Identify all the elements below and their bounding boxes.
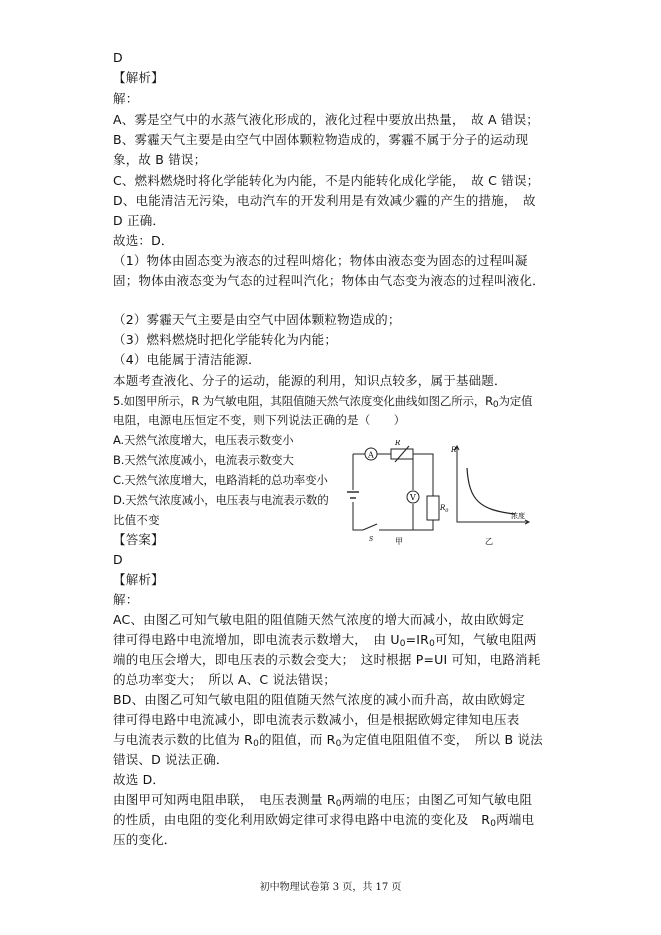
graph-x-label: 浓度 — [511, 512, 525, 520]
q5-analysis-label: 【解析】 — [113, 572, 164, 587]
q5-bd-line: 错误、D 说法正确． — [113, 752, 229, 767]
voltmeter-icon — [407, 491, 419, 503]
q5-option-a: A.天然气浓度增大，电压表示数变小 — [113, 433, 294, 447]
q5-answer: D — [113, 552, 123, 567]
q5-summary-line: 由图甲可知两电阻串联， 电压表测量 $R_0$两端的电压；由图乙可知气敏电阻 — [113, 792, 533, 809]
q4-line: B、雾霾天气主要是由空气中固体颗粒物造成的，雾霾不属于分子的运动现 — [113, 132, 529, 147]
q5-option-b: B.天然气浓度减小，电流表示数变大 — [113, 453, 294, 467]
q5-choice: 故选 D． — [113, 772, 166, 787]
q4-analysis-label: 【解析】 — [113, 70, 164, 85]
q5-stem-line1: 5.如图甲所示，R 为气敏电阻，其阻值随天然气浓度变化曲线如图乙所示，$R_0$为定值 — [113, 394, 533, 410]
q4-line: C、燃料燃烧时将化学能转化为内能，不是内能转化成化学能， 故 C 错误； — [113, 173, 540, 188]
svg-text:V: V — [410, 493, 416, 502]
q5-option-c: C.天然气浓度增大，电路消耗的总功率变小 — [113, 473, 328, 487]
q4-line: D 正确． — [113, 213, 166, 228]
q4-line: 故选：D． — [113, 233, 174, 248]
page-footer: 初中物理试卷第 3 页，共 17 页 — [259, 882, 402, 893]
q4-line: 本题考查液化、分子的运动，能源的利用，知识点较多，属于基础题． — [113, 373, 507, 388]
q5-bd-line: 律可得电路中电流减小，即电流表示数减小，但是根据欧姆定律知电压表 — [113, 712, 520, 727]
q4-line: D、电能清洁无污染，电动汽车的开发利用是有效减少霾的产生的措施， 故 — [113, 193, 536, 208]
q5-ac-line: AC、由图乙可知气敏电阻的阻值随天然气浓度的增大而减小，故由欧姆定 — [113, 612, 525, 627]
q4-line: （1）物体由固态变为液态的过程叫熔化；物体由液态变为固态的过程叫凝 — [113, 253, 528, 268]
q5-ac-line: 端的电压会增大，即电压表的示数会变大； 这时根据 P=UI 可知，电路消耗 — [113, 652, 541, 667]
q5-jie: 解： — [113, 592, 139, 607]
label-s: S — [369, 536, 374, 543]
label-r0: $R_0$ — [440, 504, 449, 514]
q5-bd-line: BD、由图乙可知气敏电阻的阻值随天然气浓度的减小而升高，故由欧姆定 — [113, 692, 526, 707]
q5-summary-line: 的性质，由电阻的变化利用欧姆定律可求得电路中电流的变化及 $R_0$两端电 — [113, 812, 535, 829]
q4-line: 固；物体由液态变为气态的过程叫汽化；物体由气态变为液态的过程叫液化． — [113, 273, 545, 288]
q5-option-d-cont: 比值不变 — [113, 513, 160, 527]
q4-line: 象，故 B 错误； — [113, 152, 207, 167]
q5-bd-line: 与电流表示数的比值为 $R_0$的阻值，而 $R_0$为定值电阻阻值不变， 所以 B 说法 — [113, 732, 543, 749]
q5-stem-line2: 电阻，电源电压恒定不变，则下列说法正确的是（ ） — [113, 413, 406, 427]
q5-ac-line: 的总功率变大； 所以 A、C 说法错误； — [113, 672, 336, 687]
q4-line: （4）电能属于清洁能源． — [113, 352, 261, 367]
q4-line: （3）燃料燃烧时把化学能转化为内能； — [113, 332, 338, 347]
label-r: R — [395, 440, 401, 447]
q4-line: （2）雾霾天气主要是由空气中固体颗粒物造成的； — [113, 312, 401, 327]
caption-yi: 乙 — [485, 537, 493, 546]
q4-answer: D — [113, 50, 123, 65]
q5-option-d: D.天然气浓度减小，电压表与电流表示数的 — [113, 493, 329, 507]
q4-jie: 解： — [113, 91, 139, 106]
q4-line: A、雾是空气中的水蒸气液化形成的，液化过程中要放出热量， 故 A 错误； — [113, 112, 540, 127]
resistance-curve — [467, 468, 515, 514]
q5-ac-line: 律可得电路中电流增加，即电流表示数增大， 由 $U_0=IR_0$可知，气敏电阻两 — [113, 632, 537, 649]
ammeter-icon — [365, 448, 377, 460]
svg-text:A: A — [368, 450, 374, 460]
q5-figure — [345, 440, 535, 550]
caption-jia: 甲 — [395, 537, 403, 546]
q5-answer-label: 【答案】 — [113, 532, 164, 547]
q5-summary-line: 压的变化． — [113, 832, 177, 847]
graph-y-label: R — [451, 446, 457, 454]
